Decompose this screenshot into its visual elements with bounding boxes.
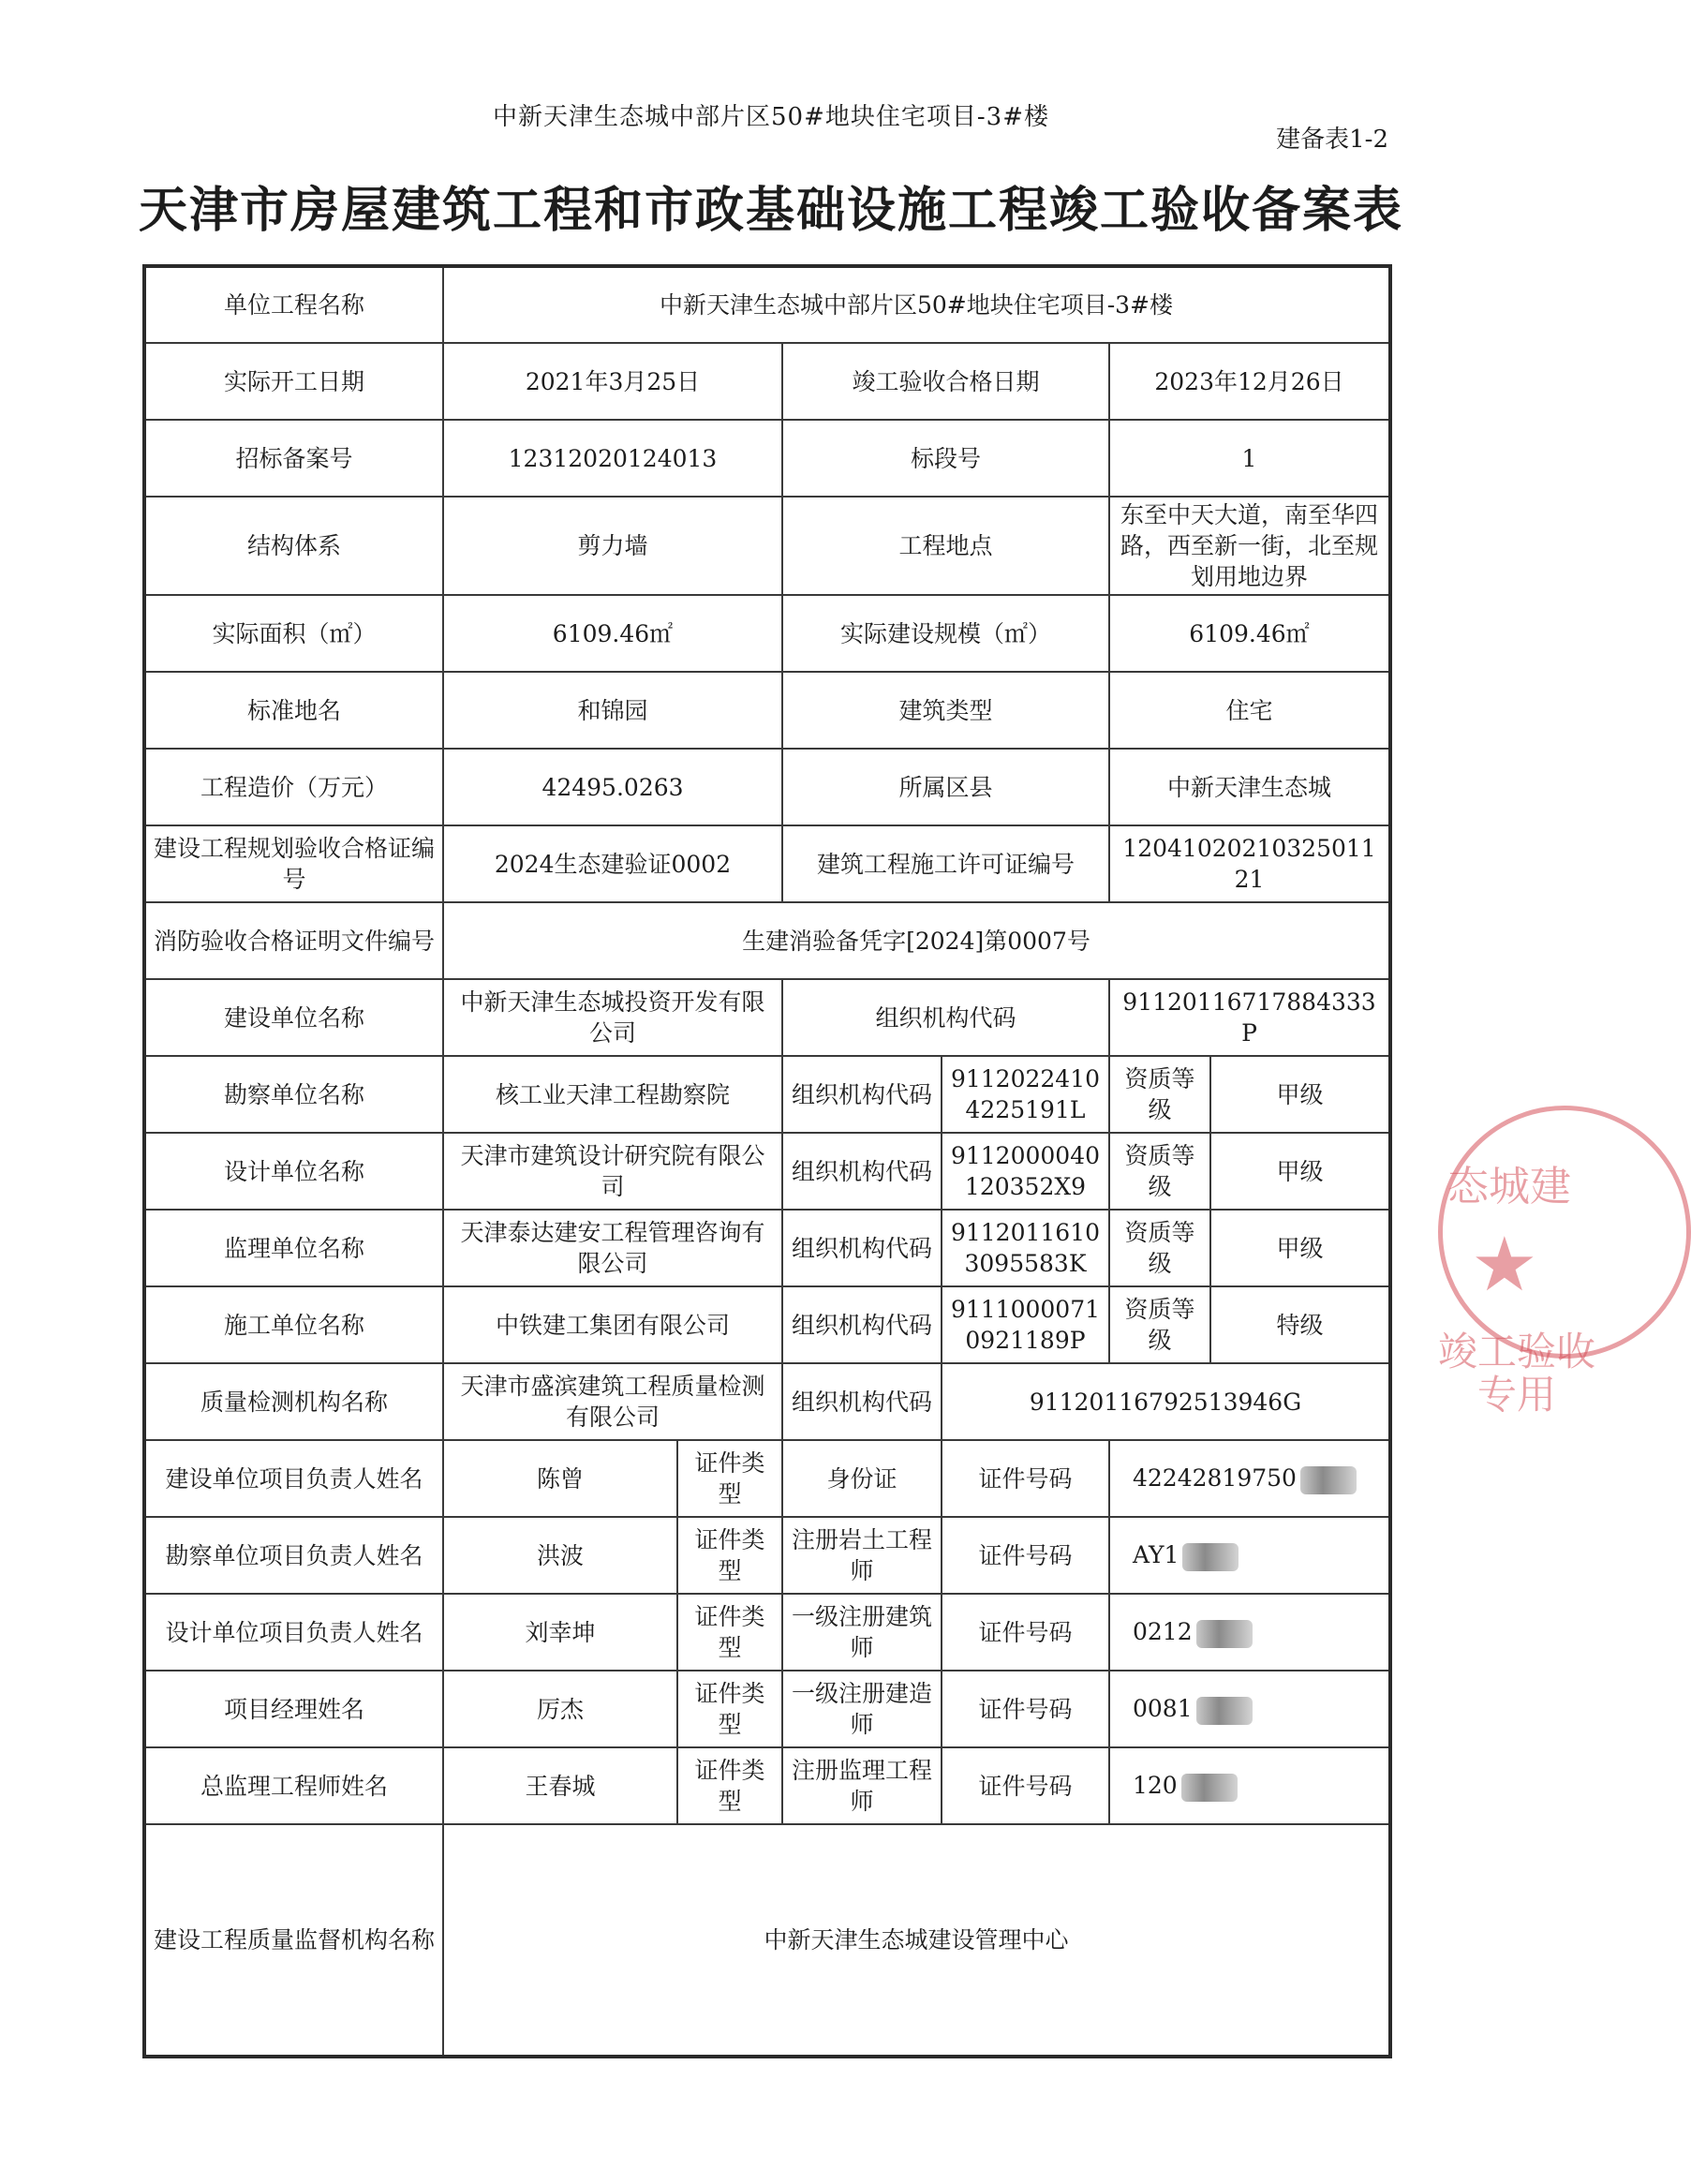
redaction-blur [1196,1620,1253,1648]
table-row [144,1286,1390,1363]
p4-label: 项目经理姓名 [144,1671,443,1747]
p5-no-text: 120 [1133,1772,1178,1800]
p1-type-value: 身份证 [782,1440,942,1517]
p1-no-label: 证件号码 [942,1440,1109,1517]
table-row [144,825,1390,902]
table-row [144,1594,1390,1671]
location-value: 东至中天大道，南至华四路，西至新一街，北至规划用地边界 [1109,497,1390,595]
std-name-label: 标准地名 [144,672,443,749]
testing-label: 质量检测机构名称 [144,1363,443,1440]
p2-no-value [1109,1517,1390,1594]
survey-code-value: 91120224104225191L [942,1056,1109,1133]
table-row [144,1824,1390,2057]
table-row [144,979,1390,1056]
cost-label: 工程造价（万元） [144,749,443,825]
table-row [144,902,1390,979]
p3-no-text: 0212 [1133,1618,1193,1646]
p2-no-label: 证件号码 [942,1517,1109,1594]
p5-name: 王春城 [443,1747,677,1824]
design-value: 天津市建筑设计研究院有限公司 [443,1133,782,1210]
construct-code-value: 91110000710921189P [942,1286,1109,1363]
table-row [144,1517,1390,1594]
p4-type-value: 一级注册建造师 [782,1671,942,1747]
p2-label: 勘察单位项目负责人姓名 [144,1517,443,1594]
design-qual-value: 甲级 [1210,1133,1390,1210]
p1-type-label: 证件类型 [677,1440,782,1517]
p1-label: 建设单位项目负责人姓名 [144,1440,443,1517]
testing-code-label: 组织机构代码 [782,1363,942,1440]
accept-date-label: 竣工验收合格日期 [782,343,1109,420]
bldg-type-label: 建筑类型 [782,672,1109,749]
district-label: 所属区县 [782,749,1109,825]
p3-type-label: 证件类型 [677,1594,782,1671]
survey-label: 勘察单位名称 [144,1056,443,1133]
table-row [144,749,1390,825]
table-row [144,1671,1390,1747]
bldg-type-value: 住宅 [1109,672,1390,749]
construct-qual-value: 特级 [1210,1286,1390,1363]
start-date-label: 实际开工日期 [144,343,443,420]
p4-no-value [1109,1671,1390,1747]
supervise-code-label: 组织机构代码 [782,1210,942,1286]
p3-label: 设计单位项目负责人姓名 [144,1594,443,1671]
fire-value: 生建消验备凭字[2024]第0007号 [443,902,1390,979]
supervise-label: 监理单位名称 [144,1210,443,1286]
table-row [144,343,1390,420]
p5-type-value: 注册监理工程师 [782,1747,942,1824]
plan-cert-value: 2024生态建验证0002 [443,825,782,902]
table-row [144,1210,1390,1286]
p1-no-text: 42242819750 [1133,1464,1297,1493]
design-label: 设计单位名称 [144,1133,443,1210]
construct-value: 中铁建工集团有限公司 [443,1286,782,1363]
p5-no-label: 证件号码 [942,1747,1109,1824]
bid-no-value: 12312020124013 [443,420,782,497]
area-label: 实际面积（㎡） [144,595,443,672]
cost-value: 42495.0263 [443,749,782,825]
p2-type-value: 注册岩土工程师 [782,1517,942,1594]
record-form-table [142,264,1392,2058]
unit-name-label: 单位工程名称 [144,266,443,343]
builder-code-label: 组织机构代码 [782,979,1109,1056]
district-value: 中新天津生态城 [1109,749,1390,825]
scale-value: 6109.46㎡ [1109,595,1390,672]
seal-top-text: 态城建 [1447,1163,1571,1211]
testing-code-value: 91120116792513946G [942,1363,1390,1440]
std-name-value: 和锦园 [443,672,782,749]
construct-code-label: 组织机构代码 [782,1286,942,1363]
p3-type-value: 一级注册建筑师 [782,1594,942,1671]
project-header-line: 中新天津生态城中部片区50#地块住宅项目-3#楼 [493,103,1049,131]
redaction-blur [1300,1466,1357,1494]
supervise-qual-value: 甲级 [1210,1210,1390,1286]
p5-type-label: 证件类型 [677,1747,782,1824]
builder-label: 建设单位名称 [144,979,443,1056]
p4-no-text: 0081 [1133,1695,1193,1723]
p2-type-label: 证件类型 [677,1517,782,1594]
table-row [144,1747,1390,1824]
section-value: 1 [1109,420,1390,497]
survey-value: 核工业天津工程勘察院 [443,1056,782,1133]
seal-bottom-line-1: 竣工验收 [1438,1329,1596,1374]
structure-value: 剪力墙 [443,497,782,595]
testing-value: 天津市盛滨建筑工程质量检测有限公司 [443,1363,782,1440]
builder-code-value: 91120116717884333P [1109,979,1390,1056]
table-row [144,1056,1390,1133]
construct-qual-label: 资质等级 [1109,1286,1210,1363]
scale-label: 实际建设规模（㎡） [782,595,1109,672]
supervise-code-value: 91120116103095583K [942,1210,1109,1286]
location-label: 工程地点 [782,497,1109,595]
qs-label: 建设工程质量监督机构名称 [144,1824,443,2057]
accept-date-value: 2023年12月26日 [1109,343,1390,420]
p2-no-text: AY1 [1133,1541,1179,1569]
unit-name-value: 中新天津生态城中部片区50#地块住宅项目-3#楼 [443,266,1390,343]
table-row [144,497,1390,595]
redaction-blur [1196,1697,1253,1725]
area-value: 6109.46㎡ [443,595,782,672]
p3-name: 刘幸坤 [443,1594,677,1671]
redaction-blur [1182,1543,1239,1571]
p2-name: 洪波 [443,1517,677,1594]
table-row [144,420,1390,497]
bid-no-label: 招标备案号 [144,420,443,497]
fire-label: 消防验收合格证明文件编号 [144,902,443,979]
redaction-blur [1181,1774,1238,1802]
seal-star-icon: ★ [1471,1221,1538,1308]
seal-bottom-text [1438,1330,1595,1417]
table-row [144,1363,1390,1440]
table-row [144,1440,1390,1517]
design-code-value: 911200004012035​2X9 [942,1133,1109,1210]
permit-value: 12041020210325011​21 [1109,825,1390,902]
survey-code-label: 组织机构代码 [782,1056,942,1133]
p1-no-value [1109,1440,1390,1517]
p5-no-value [1109,1747,1390,1824]
p5-label: 总监理工程师姓名 [144,1747,443,1824]
p4-no-label: 证件号码 [942,1671,1109,1747]
design-code-label: 组织机构代码 [782,1133,942,1210]
p3-no-value [1109,1594,1390,1671]
p4-type-label: 证件类型 [677,1671,782,1747]
plan-cert-label: 建设工程规划验收合格证编号 [144,825,443,902]
design-qual-label: 资质等级 [1109,1133,1210,1210]
qs-value: 中新天津生态城建设管理中心 [443,1824,1390,2057]
permit-label: 建筑工程施工许可证编号 [782,825,1109,902]
p1-name: 陈曾 [443,1440,677,1517]
construct-label: 施工单位名称 [144,1286,443,1363]
survey-qual-label: 资质等级 [1109,1056,1210,1133]
table-row [144,266,1390,343]
table-row [144,595,1390,672]
table-row [144,672,1390,749]
p4-name: 厉杰 [443,1671,677,1747]
section-label: 标段号 [782,420,1109,497]
page-title: 天津市房屋建筑工程和市政基础设施工程竣工验收备案表 [138,183,1403,239]
form-code: 建备表1-2 [1276,126,1388,154]
supervise-qual-label: 资质等级 [1109,1210,1210,1286]
start-date-value: 2021年3月25日 [443,343,782,420]
seal-bottom-line-2: 专用 [1477,1372,1557,1418]
structure-label: 结构体系 [144,497,443,595]
builder-value: 中新天津生态城投资开发有限公司 [443,979,782,1056]
survey-qual-value: 甲级 [1210,1056,1390,1133]
p3-no-label: 证件号码 [942,1594,1109,1671]
supervise-value: 天津泰达建安工程管理咨询有限公司 [443,1210,782,1286]
table-row [144,1133,1390,1210]
